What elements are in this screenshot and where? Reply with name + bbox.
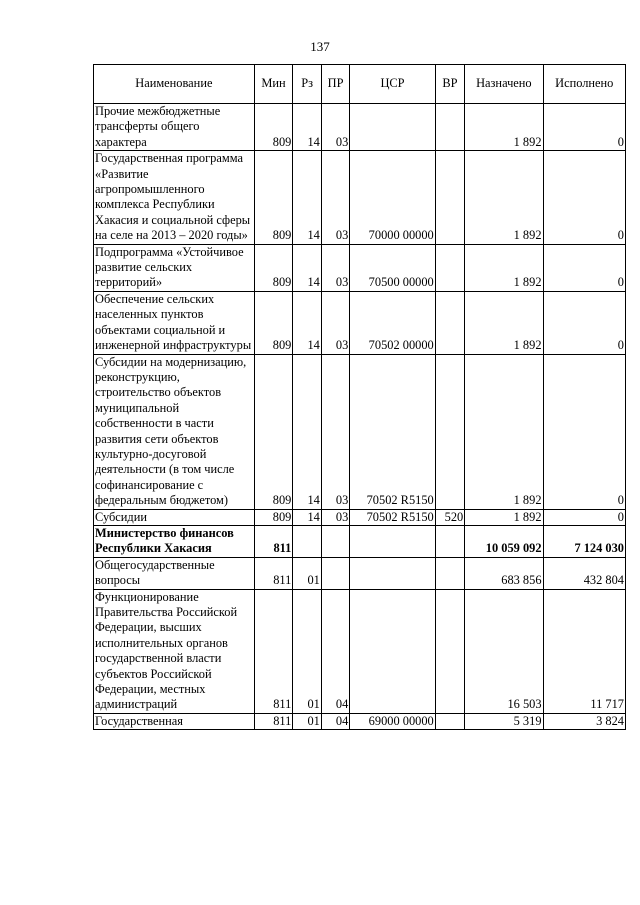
- cell-name: Обеспечение сельских населенных пунктов объектами социальной и инженерной инфраструктуры: [94, 291, 255, 354]
- cell-min: 809: [254, 291, 293, 354]
- cell-name: Министерство финансов Республики Хакасия: [94, 525, 255, 557]
- cell-rz: 14: [293, 354, 321, 509]
- cell-rz: 01: [293, 589, 321, 713]
- cell-vr: [435, 354, 464, 509]
- cell-assigned: 1 892: [465, 354, 543, 509]
- cell-csr: 70502 R5150: [350, 509, 435, 525]
- table-row: [94, 354, 626, 509]
- cell-pr: 04: [321, 713, 349, 729]
- cell-vr: [435, 244, 464, 291]
- cell-pr: 03: [321, 509, 349, 525]
- cell-vr: 520: [435, 509, 464, 525]
- cell-executed: 0: [543, 291, 625, 354]
- cell-pr: [321, 525, 349, 557]
- cell-rz: 14: [293, 244, 321, 291]
- table-row: [94, 151, 626, 244]
- cell-vr: [435, 525, 464, 557]
- cell-assigned: 16 503: [465, 589, 543, 713]
- header-csr: ЦСР: [350, 65, 435, 104]
- cell-assigned: 10 059 092: [465, 525, 543, 557]
- header-assigned: Назначено: [465, 65, 543, 104]
- cell-assigned: 1 892: [465, 244, 543, 291]
- cell-assigned: 1 892: [465, 509, 543, 525]
- cell-vr: [435, 151, 464, 244]
- cell-executed: 0: [543, 354, 625, 509]
- cell-csr: [350, 589, 435, 713]
- cell-executed: 432 804: [543, 557, 625, 589]
- cell-vr: [435, 557, 464, 589]
- cell-name: Государственная: [94, 713, 255, 729]
- cell-min: 809: [254, 244, 293, 291]
- table-row: [94, 713, 626, 729]
- cell-csr: [350, 525, 435, 557]
- cell-rz: 14: [293, 509, 321, 525]
- header-executed: Исполнено: [543, 65, 625, 104]
- cell-vr: [435, 589, 464, 713]
- cell-executed: 3 824: [543, 713, 625, 729]
- cell-pr: 04: [321, 589, 349, 713]
- cell-vr: [435, 713, 464, 729]
- header-min: Мин: [254, 65, 293, 104]
- cell-min: 809: [254, 509, 293, 525]
- cell-name: Субсидии на модернизацию, реконструкцию, строительство объектов муниципальной собственности в части развития сети объектов культурно-досуговой деятельности (в том числе софинансирование с федеральным бюджетом): [94, 354, 255, 509]
- cell-pr: 03: [321, 244, 349, 291]
- cell-csr: [350, 557, 435, 589]
- header-pr: ПР: [321, 65, 349, 104]
- cell-min: 811: [254, 589, 293, 713]
- table-row: [94, 104, 626, 151]
- cell-csr: 69000 00000: [350, 713, 435, 729]
- table-row: [94, 244, 626, 291]
- table-row: [94, 509, 626, 525]
- table-body: [94, 104, 626, 730]
- cell-csr: 70500 00000: [350, 244, 435, 291]
- cell-pr: [321, 557, 349, 589]
- cell-csr: 70502 R5150: [350, 354, 435, 509]
- cell-assigned: 1 892: [465, 104, 543, 151]
- cell-name: Государственная программа «Развитие агропромышленного комплекса Республики Хакасия и социальной сферы на селе на 2013 – 2020 годы»: [94, 151, 255, 244]
- header-rz: Рз: [293, 65, 321, 104]
- cell-csr: 70000 00000: [350, 151, 435, 244]
- table-row: [94, 589, 626, 713]
- cell-executed: 7 124 030: [543, 525, 625, 557]
- cell-rz: 14: [293, 291, 321, 354]
- table-header-row: [94, 65, 626, 104]
- header-name: Наименование: [94, 65, 255, 104]
- cell-pr: 03: [321, 354, 349, 509]
- cell-vr: [435, 291, 464, 354]
- cell-executed: 0: [543, 104, 625, 151]
- cell-rz: 01: [293, 557, 321, 589]
- header-vr: ВР: [435, 65, 464, 104]
- cell-min: 811: [254, 557, 293, 589]
- cell-assigned: 1 892: [465, 151, 543, 244]
- cell-executed: 0: [543, 151, 625, 244]
- cell-csr: [350, 104, 435, 151]
- cell-rz: 01: [293, 713, 321, 729]
- cell-min: 809: [254, 104, 293, 151]
- cell-executed: 11 717: [543, 589, 625, 713]
- cell-name: Прочие межбюджетные трансферты общего характера: [94, 104, 255, 151]
- cell-pr: 03: [321, 291, 349, 354]
- cell-executed: 0: [543, 509, 625, 525]
- table-row: [94, 557, 626, 589]
- table-row: [94, 291, 626, 354]
- cell-min: 811: [254, 713, 293, 729]
- cell-pr: 03: [321, 104, 349, 151]
- cell-name: Подпрограмма «Устойчивое развитие сельских территорий»: [94, 244, 255, 291]
- cell-name: Субсидии: [94, 509, 255, 525]
- cell-rz: 14: [293, 104, 321, 151]
- cell-name: Функционирование Правительства Российской Федерации, высших исполнительных органов государственной власти субъектов Российской Федерации, местных администраций: [94, 589, 255, 713]
- cell-pr: 03: [321, 151, 349, 244]
- cell-assigned: 683 856: [465, 557, 543, 589]
- table-row: [94, 525, 626, 557]
- cell-min: 809: [254, 354, 293, 509]
- cell-assigned: 5 319: [465, 713, 543, 729]
- cell-executed: 0: [543, 244, 625, 291]
- cell-min: 809: [254, 151, 293, 244]
- page-number: 137: [310, 39, 330, 54]
- budget-table: [93, 64, 626, 730]
- cell-min: 811: [254, 525, 293, 557]
- cell-vr: [435, 104, 464, 151]
- cell-rz: 14: [293, 151, 321, 244]
- cell-csr: 70502 00000: [350, 291, 435, 354]
- cell-assigned: 1 892: [465, 291, 543, 354]
- cell-name: Общегосударственные вопросы: [94, 557, 255, 589]
- cell-rz: [293, 525, 321, 557]
